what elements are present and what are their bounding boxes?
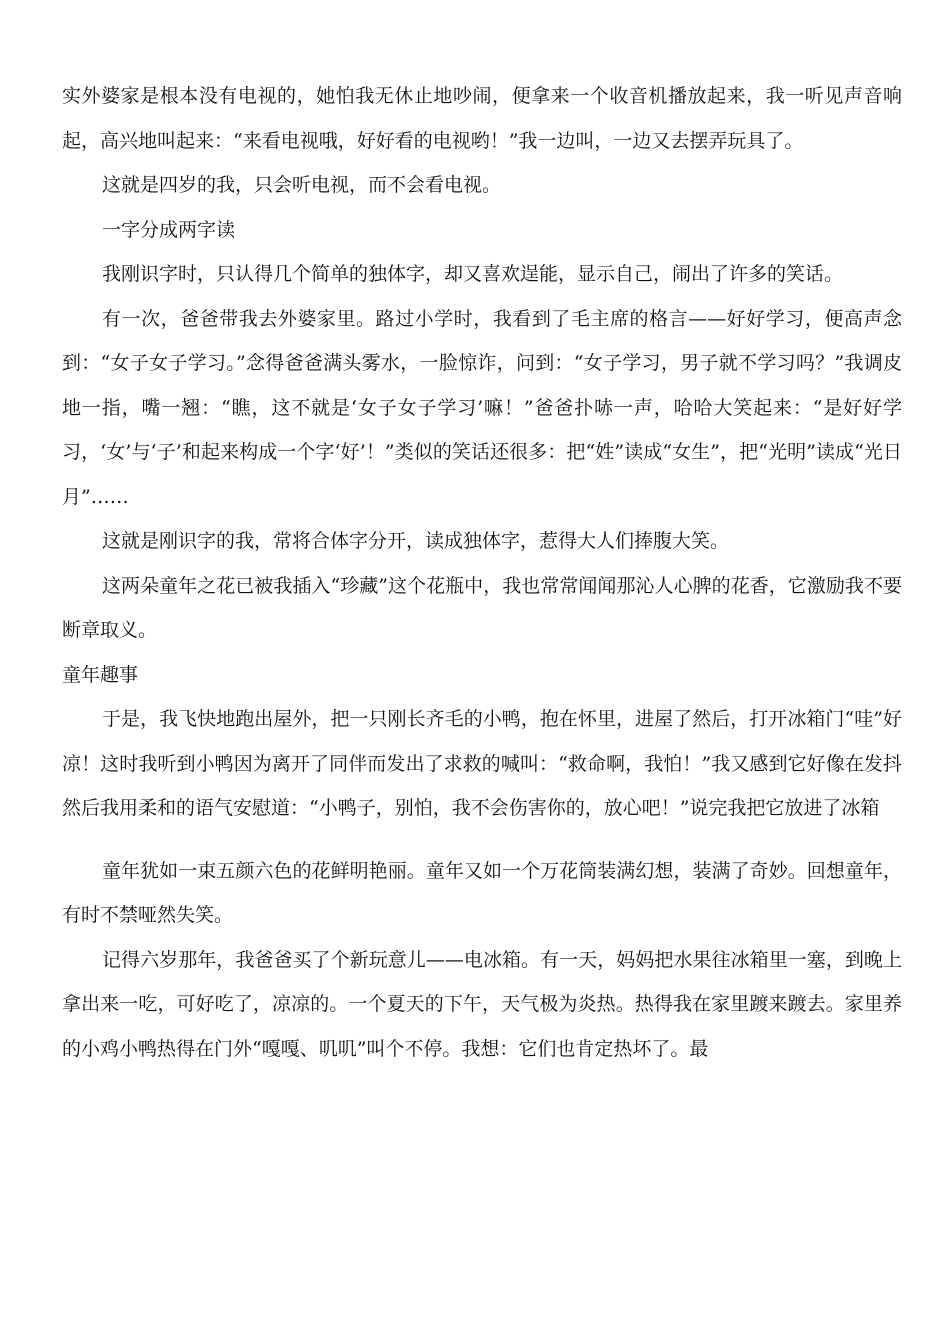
paragraph-1: 实外婆家是根本没有电视的，她怕我无休止地吵闹，便拿来一个收音机播放起来，我一听见声音响起，高兴地叫起来：“来看电视哦，好好看的电视哟！”我一边叫，一边又去摆弄玩具了。 bbox=[62, 85, 902, 152]
section-subtitle: 一字分成两字读 bbox=[102, 218, 236, 241]
paragraph-6: 这两朵童年之花已被我插入“珍藏”这个花瓶中，我也常常闻闻那沁人心脾的花香，它激励我不要断章取义。 bbox=[62, 574, 902, 641]
paragraph-8: 童年犹如一束五颜六色的花鲜明艳丽。童年又如一个万花筒装满幻想，装满了奇妙。回想童年，有时不禁哑然失笑。 bbox=[62, 859, 902, 926]
paragraph-5: 这就是刚识字的我，常将合体字分开，读成独体字，惹得大人们捧腹大笑。 bbox=[102, 530, 730, 552]
paragraph-9: 记得六岁那年，我爸爸买了个新玩意儿——电冰箱。有一天，妈妈把水果往冰箱里一塞，到晚上拿出来一吃，可好吃了，凉凉的。一个夏天的下午，天气极为炎热。热得我在家里踱来踱去。家里养的小鸡小鸭热得在门外“嘎嘎、叽叽”叫个不停。我想：它们也肯定热坏了。最 bbox=[62, 948, 902, 1060]
paragraph-7: 于是，我飞快地跑出屋外，把一只刚长齐毛的小鸭，抱在怀里，进屋了然后，打开冰箱门“哇”好凉！这时我听到小鸭因为离开了同伴而发出了求救的喊叫：“救命啊，我怕！”我又感到它好像在发抖然后我用柔和的语气安慰道：“小鸭子，别怕，我不会伤害你的，放心吧！”说完我把它放进了冰箱 bbox=[62, 708, 902, 819]
document-page bbox=[62, 74, 902, 1071]
section-title: 童年趣事 bbox=[62, 663, 139, 686]
paragraph-4: 有一次，爸爸带我去外婆家里。路过小学时，我看到了毛主席的格言——好好学习，便高声念到：“女子女子学习。”念得爸爸满头雾水，一脸惊诈，问到：“女子学习，男子就不学习吗？”我调皮地一指，嘴一翘：“瞧，这不就是‘女子女子学习’嘛！”爸爸扑哧一声，哈哈大笑起来：“是好好学习，‘女’与‘子’和起来构成一个字‘好’！”类似的笑话还很多：把“姓”读成“女生”，把“光明”读成“光日月”…… bbox=[62, 307, 902, 508]
paragraph-3: 我刚识字时，只认得几个简单的独体字，却又喜欢逞能，显示自己，闹出了许多的笑话。 bbox=[102, 263, 844, 285]
paragraph-2: 这就是四岁的我，只会听电视，而不会看电视。 bbox=[102, 174, 502, 196]
paragraph-gap bbox=[62, 831, 902, 849]
